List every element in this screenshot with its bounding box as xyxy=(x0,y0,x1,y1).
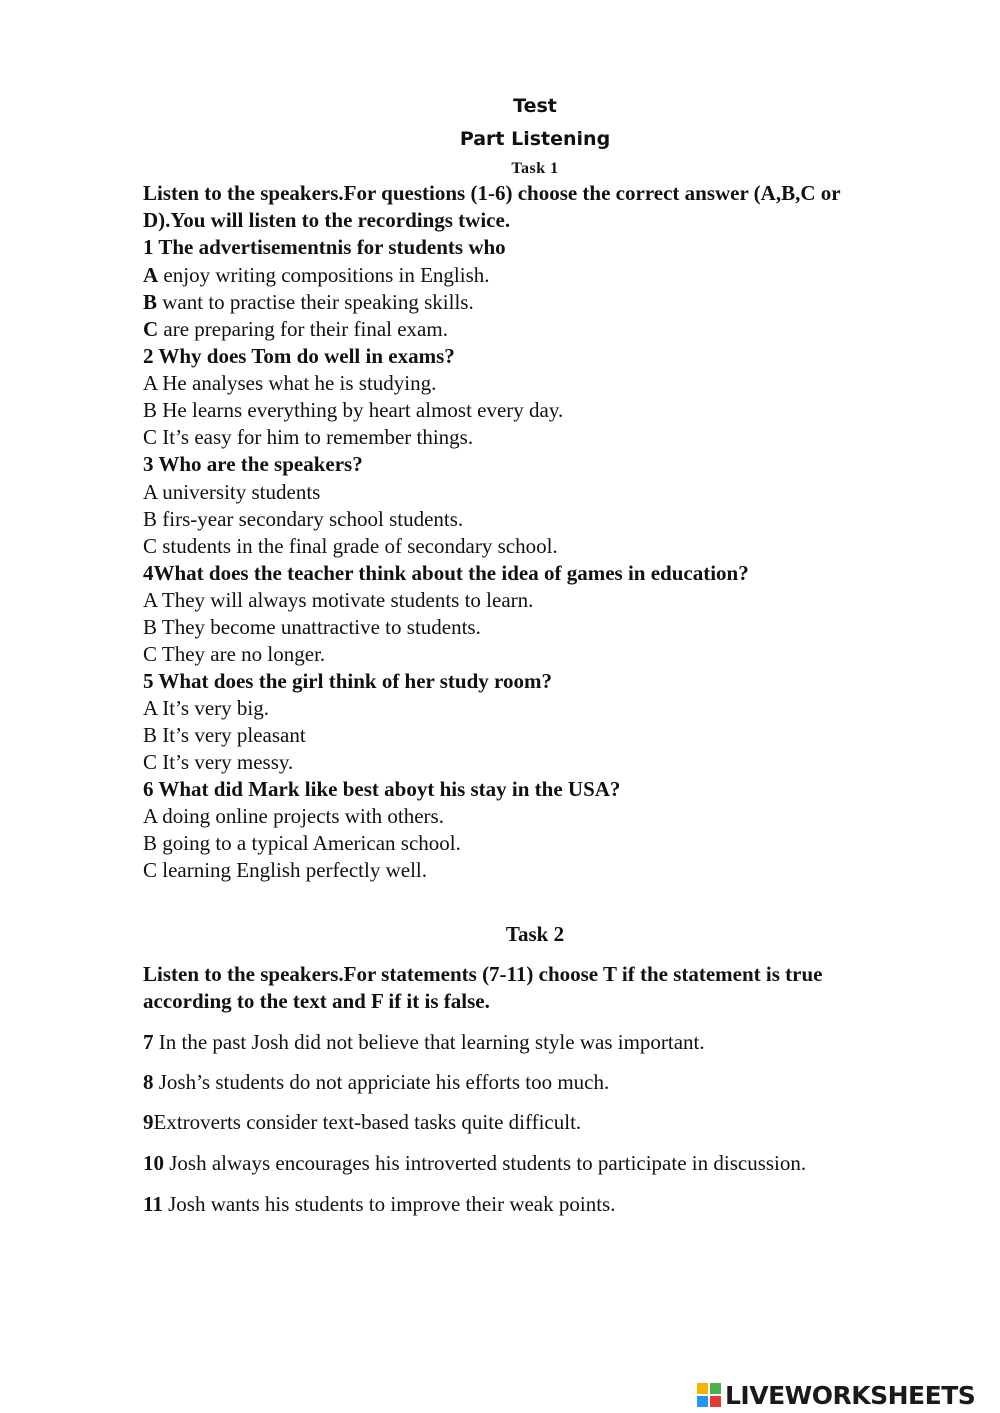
task1-heading: Task 1 xyxy=(511,160,559,177)
q4-option-a: A They will always motivate students to learn. xyxy=(143,588,534,612)
statement-7 xyxy=(143,1029,705,1056)
question-5: 5 What does the girl think of her study room? xyxy=(143,669,552,693)
question-2: 2 Why does Tom do well in exams? xyxy=(143,344,455,368)
q3-option-c: C students in the final grade of secondary school. xyxy=(143,534,558,558)
task2-instruction-line2: according to the text and F if it is false. xyxy=(143,989,490,1013)
q4-option-b: B They become unattractive to students. xyxy=(143,615,481,639)
question-1: 1 The advertisementnis for students who xyxy=(143,235,506,259)
statement-11 xyxy=(143,1191,615,1218)
q2-option-a: A He analyses what he is studying. xyxy=(143,371,437,395)
q2-option-b: B He learns everything by heart almost every day. xyxy=(143,398,564,422)
page-title: Test xyxy=(513,95,557,117)
option-text: want to practise their speaking skills. xyxy=(157,290,474,314)
statement-8 xyxy=(143,1069,609,1096)
statement-number: 8 xyxy=(143,1070,154,1094)
option-text: are preparing for their final exam. xyxy=(158,317,448,341)
q3-option-a: A university students xyxy=(143,480,321,504)
task2-instruction-line1: Listen to the speakers.For statements (7-11) choose T if the statement is true xyxy=(143,962,823,986)
q3-option-b: B firs-year secondary school students. xyxy=(143,507,464,531)
logo-text: LIVEWORKSHEETS xyxy=(725,1380,976,1410)
task1-instruction-line2: D).You will listen to the recordings twice. xyxy=(143,208,511,232)
statement-10 xyxy=(143,1150,806,1177)
q4-option-c: C They are no longer. xyxy=(143,642,326,666)
question-4: 4What does the teacher think about the idea of games in education? xyxy=(143,561,749,585)
statement-text: Extroverts consider text-based tasks quite difficult. xyxy=(153,1110,582,1134)
q6-option-c: C learning English perfectly well. xyxy=(143,858,428,882)
option-letter: B xyxy=(143,290,158,314)
statement-text: Josh wants his students to improve their weak points. xyxy=(162,1192,616,1216)
statement-text: Josh always encourages his introverted students to participate in discussion. xyxy=(164,1151,807,1175)
task1-instruction-line1: Listen to the speakers.For questions (1-6) choose the correct answer (A,B,C or xyxy=(143,181,841,205)
q6-option-a: A doing online projects with others. xyxy=(143,804,444,828)
option-letter: A xyxy=(143,263,159,287)
statement-number: 11 xyxy=(143,1192,163,1216)
logo-blocks-icon xyxy=(697,1383,721,1407)
statement-9 xyxy=(143,1109,581,1136)
task2-heading: Task 2 xyxy=(505,922,565,946)
statement-text: In the past Josh did not believe that learning style was important. xyxy=(153,1030,705,1054)
section-title: Part Listening xyxy=(459,128,611,150)
q5-option-a: A It’s very big. xyxy=(143,696,269,720)
q1-option-b xyxy=(143,289,474,316)
q1-option-a xyxy=(143,262,490,289)
q5-option-b: B It’s very pleasant xyxy=(143,723,306,747)
q1-option-c xyxy=(143,316,448,343)
option-text: enjoy writing compositions in English. xyxy=(158,263,490,287)
option-letter: C xyxy=(143,317,159,341)
liveworksheets-logo[interactable] xyxy=(697,1378,975,1412)
q2-option-c: C It’s easy for him to remember things. xyxy=(143,425,474,449)
statement-text: Josh’s students do not appriciate his efforts too much. xyxy=(153,1070,610,1094)
statement-number: 7 xyxy=(143,1030,154,1054)
question-6: 6 What did Mark like best aboyt his stay in the USA? xyxy=(143,777,621,801)
question-3: 3 Who are the speakers? xyxy=(143,452,363,476)
q5-option-c: C It’s very messy. xyxy=(143,750,294,774)
statement-number: 9 xyxy=(143,1110,154,1134)
statement-number: 10 xyxy=(143,1151,164,1175)
q6-option-b: B going to a typical American school. xyxy=(143,831,461,855)
